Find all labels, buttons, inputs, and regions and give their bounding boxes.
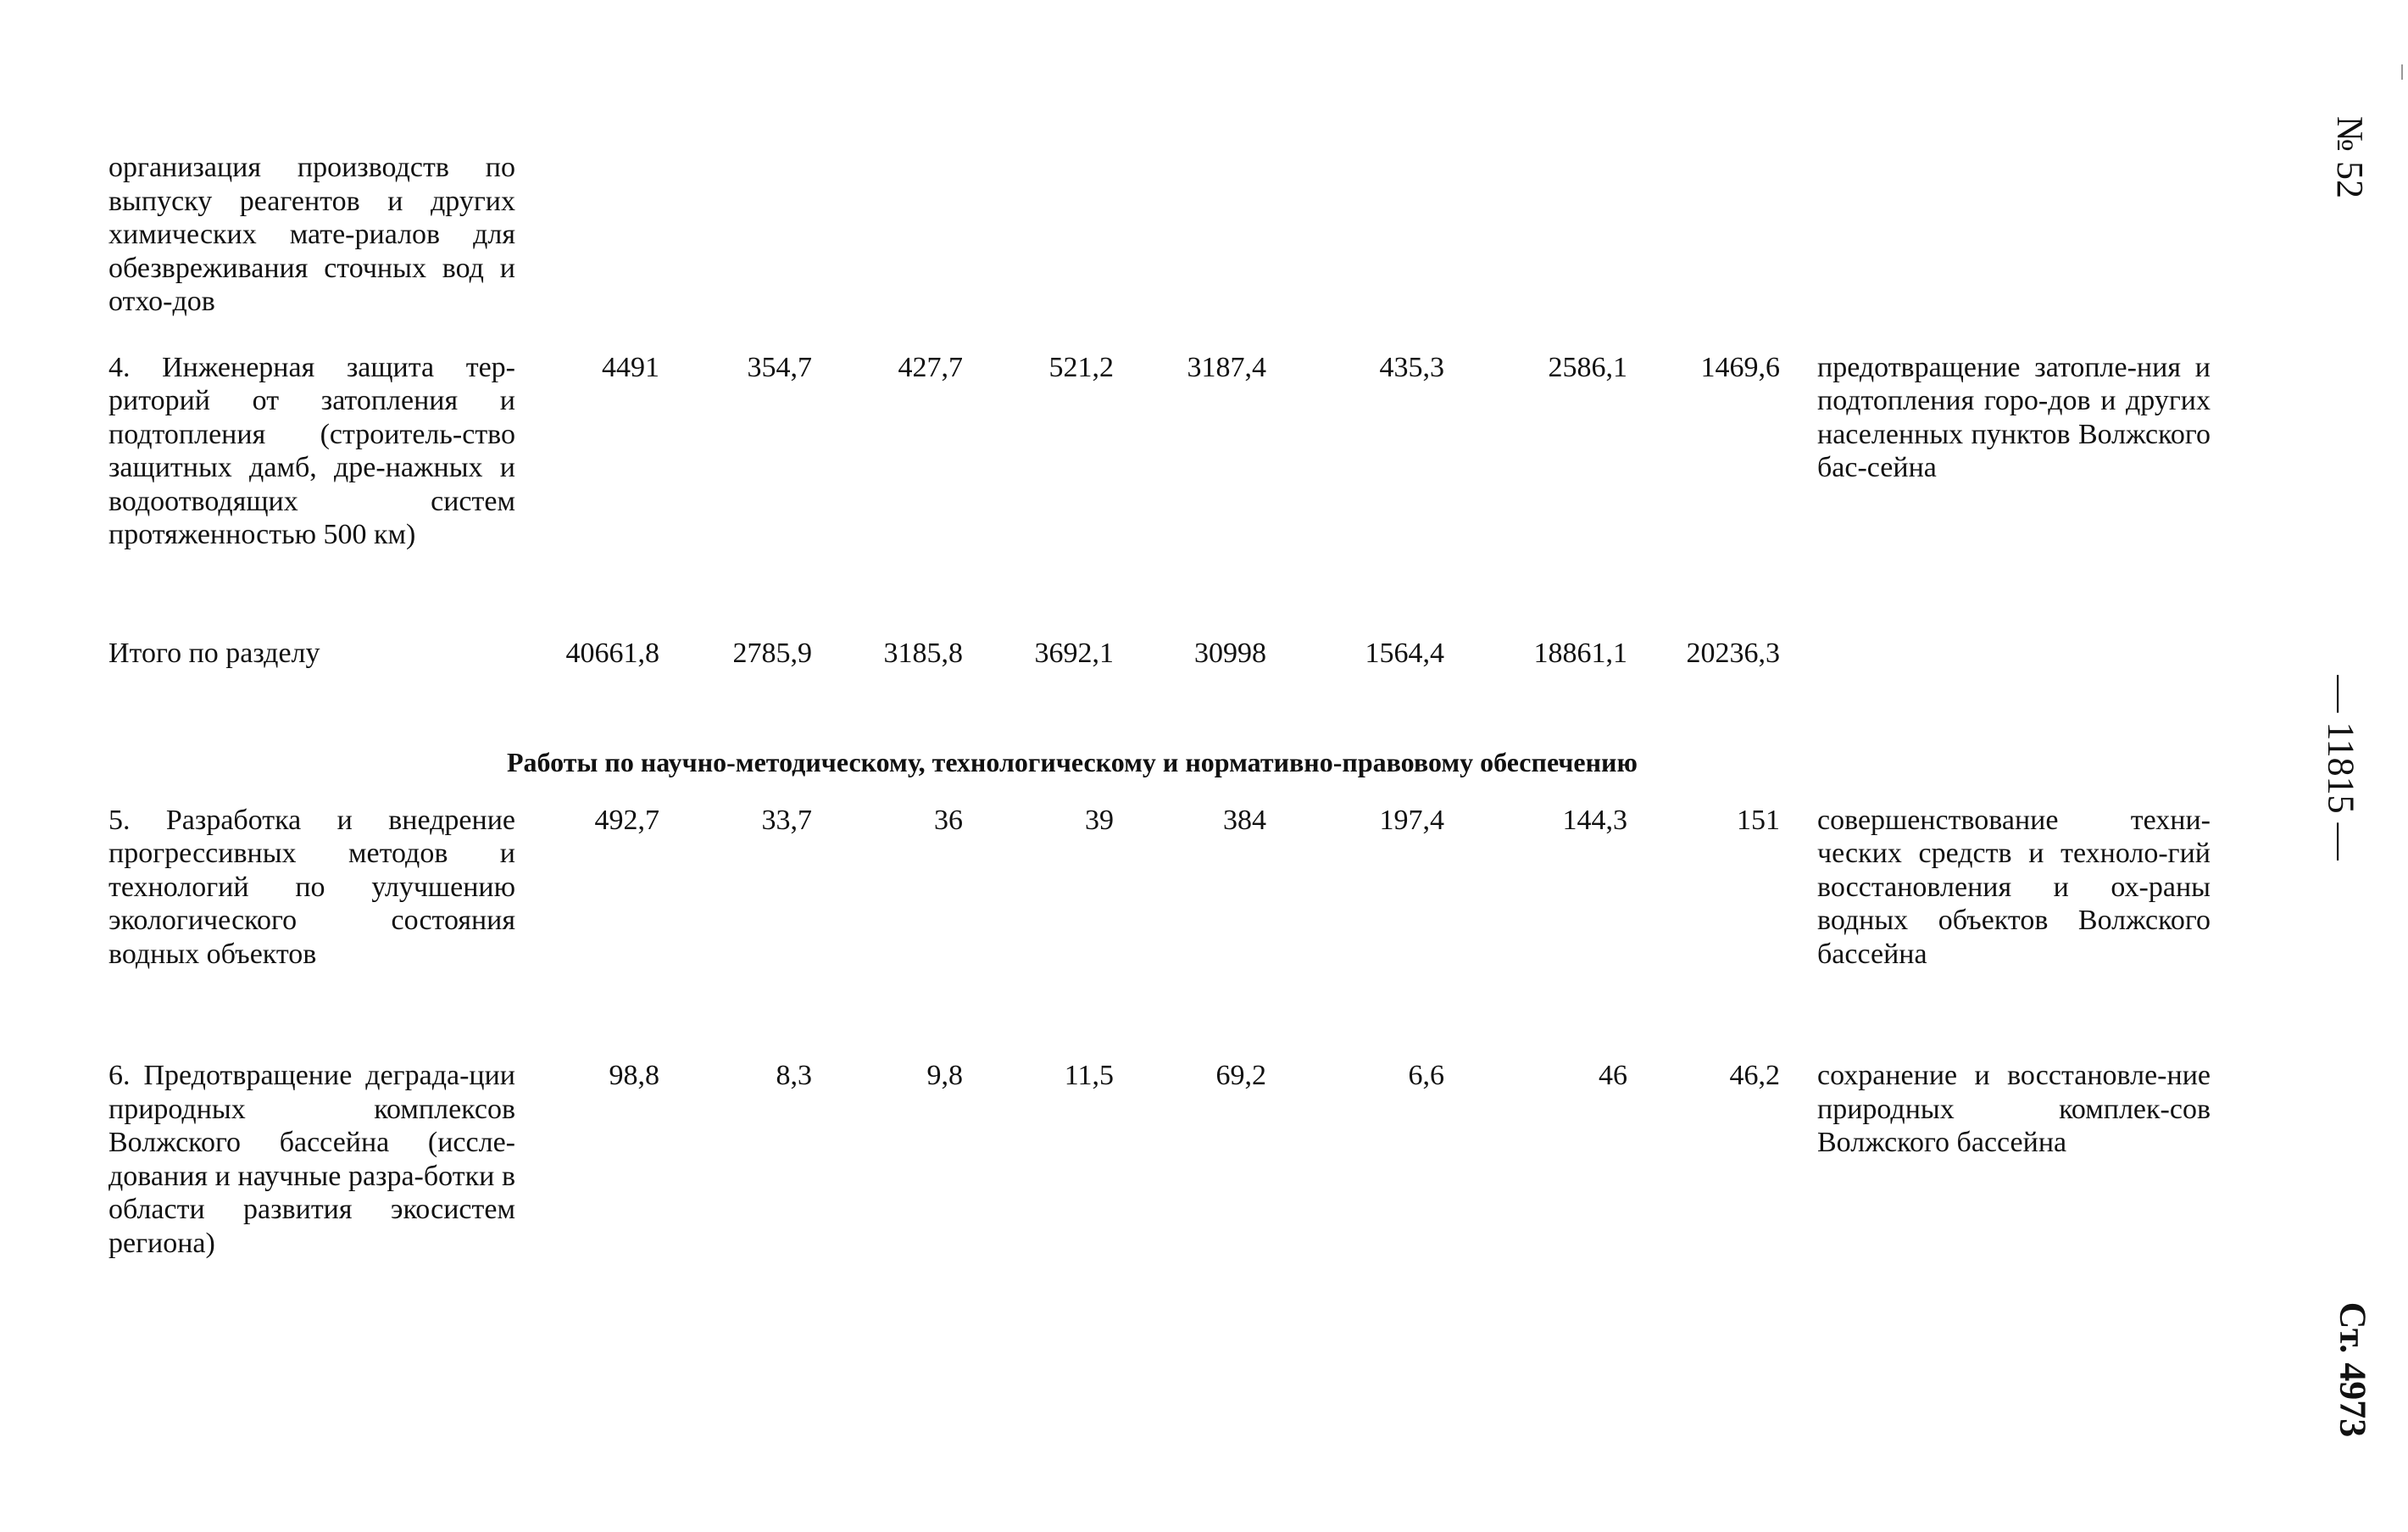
- value-cell: 4491: [602, 351, 659, 383]
- issue-number: № 52: [2329, 116, 2372, 198]
- program-table: [108, 151, 2211, 1260]
- value-cell: [1114, 151, 1266, 319]
- value-cell: 69,2: [1215, 1060, 1266, 1091]
- value-cell: 151: [1737, 804, 1780, 836]
- expected-result: совершенствование техни-ческих средств и техноло-гий восстановления и ох-раны водных объектов Волжского бассейна: [1817, 804, 2211, 970]
- expected-result: сохранение и восстановле-ние природных комплек-сов Волжского бассейна: [1817, 1060, 2211, 1158]
- value-cell: 1564,4: [1365, 637, 1444, 669]
- value-cell: 39: [1085, 804, 1114, 836]
- value-cell: 40661,8: [565, 637, 659, 669]
- value-cell: [1444, 151, 1627, 319]
- value-cell: 3692,1: [1034, 637, 1114, 669]
- value-cell: 2785,9: [732, 637, 812, 669]
- value-cell: 30998: [1194, 637, 1266, 669]
- value-cell: 1469,6: [1700, 351, 1780, 383]
- value-cell: 384: [1223, 804, 1266, 836]
- value-cell: [515, 151, 659, 319]
- section-heading-row: [108, 729, 2211, 804]
- value-cell: 33,7: [761, 804, 812, 836]
- table-row: [108, 151, 2211, 319]
- value-cell: 18861,1: [1533, 637, 1627, 669]
- value-cell: 521,2: [1048, 351, 1114, 383]
- document-number: — 11815 —: [2320, 675, 2362, 861]
- value-cell: 2586,1: [1548, 351, 1627, 383]
- value-cell: [1627, 151, 1780, 319]
- total-label: Итого по разделу: [108, 637, 320, 669]
- value-cell: 6,6: [1408, 1060, 1444, 1091]
- value-cell: [812, 151, 963, 319]
- value-cell: 20236,3: [1686, 637, 1780, 669]
- value-cell: 197,4: [1379, 804, 1444, 836]
- table-row: [108, 1059, 2211, 1260]
- value-cell: 46,2: [1729, 1060, 1780, 1091]
- table-row: [108, 351, 2211, 552]
- value-cell: 9,8: [926, 1060, 963, 1091]
- measure-description: 6. Предотвращение деграда-ции природных комплексов Волжского бассейна (иссле-дования и научные разра-ботки в области развития экосистем региона): [108, 1060, 515, 1259]
- value-cell: 11,5: [1064, 1060, 1114, 1091]
- section-heading: Работы по научно-методическому, технологическому и нормативно-правовому обеспечению: [507, 747, 1638, 777]
- table-row: [108, 804, 2211, 972]
- value-cell: 435,3: [1379, 351, 1444, 383]
- page-edge-mark: [2401, 64, 2403, 80]
- value-cell: 144,3: [1562, 804, 1627, 836]
- measure-description: 5. Разработка и внедрение прогрессивных методов и технологий по улучшению экологического состояния водных объектов: [108, 804, 515, 970]
- article-number: Ст. 4973: [2331, 1301, 2373, 1438]
- expected-result: [1780, 151, 2211, 319]
- value-cell: 8,3: [776, 1060, 812, 1091]
- measure-description: организация производств по выпуску реагентов и других химических мате-риалов для обезвреживания сточных вод и отхо-дов: [108, 152, 515, 317]
- value-cell: 46: [1599, 1060, 1627, 1091]
- table-row-total: [108, 637, 2211, 671]
- measure-description: 4. Инженерная защита тер-риторий от затопления и подтопления (строитель-ство защитных дамб, дре-нажных и водоотводящих систем протяженностью 500 км): [108, 351, 515, 550]
- value-cell: 492,7: [594, 804, 659, 836]
- expected-result: предотвращение затопле-ния и подтопления горо-дов и других населенных пунктов Волжского бас-сейна: [1817, 351, 2211, 483]
- value-cell: [659, 151, 812, 319]
- value-cell: 3187,4: [1187, 351, 1266, 383]
- value-cell: 98,8: [609, 1060, 659, 1091]
- value-cell: 427,7: [898, 351, 963, 383]
- value-cell: 354,7: [747, 351, 812, 383]
- value-cell: 3185,8: [883, 637, 963, 669]
- expected-result: [1780, 637, 2211, 671]
- value-cell: [1266, 151, 1444, 319]
- value-cell: 36: [934, 804, 963, 836]
- value-cell: [963, 151, 1114, 319]
